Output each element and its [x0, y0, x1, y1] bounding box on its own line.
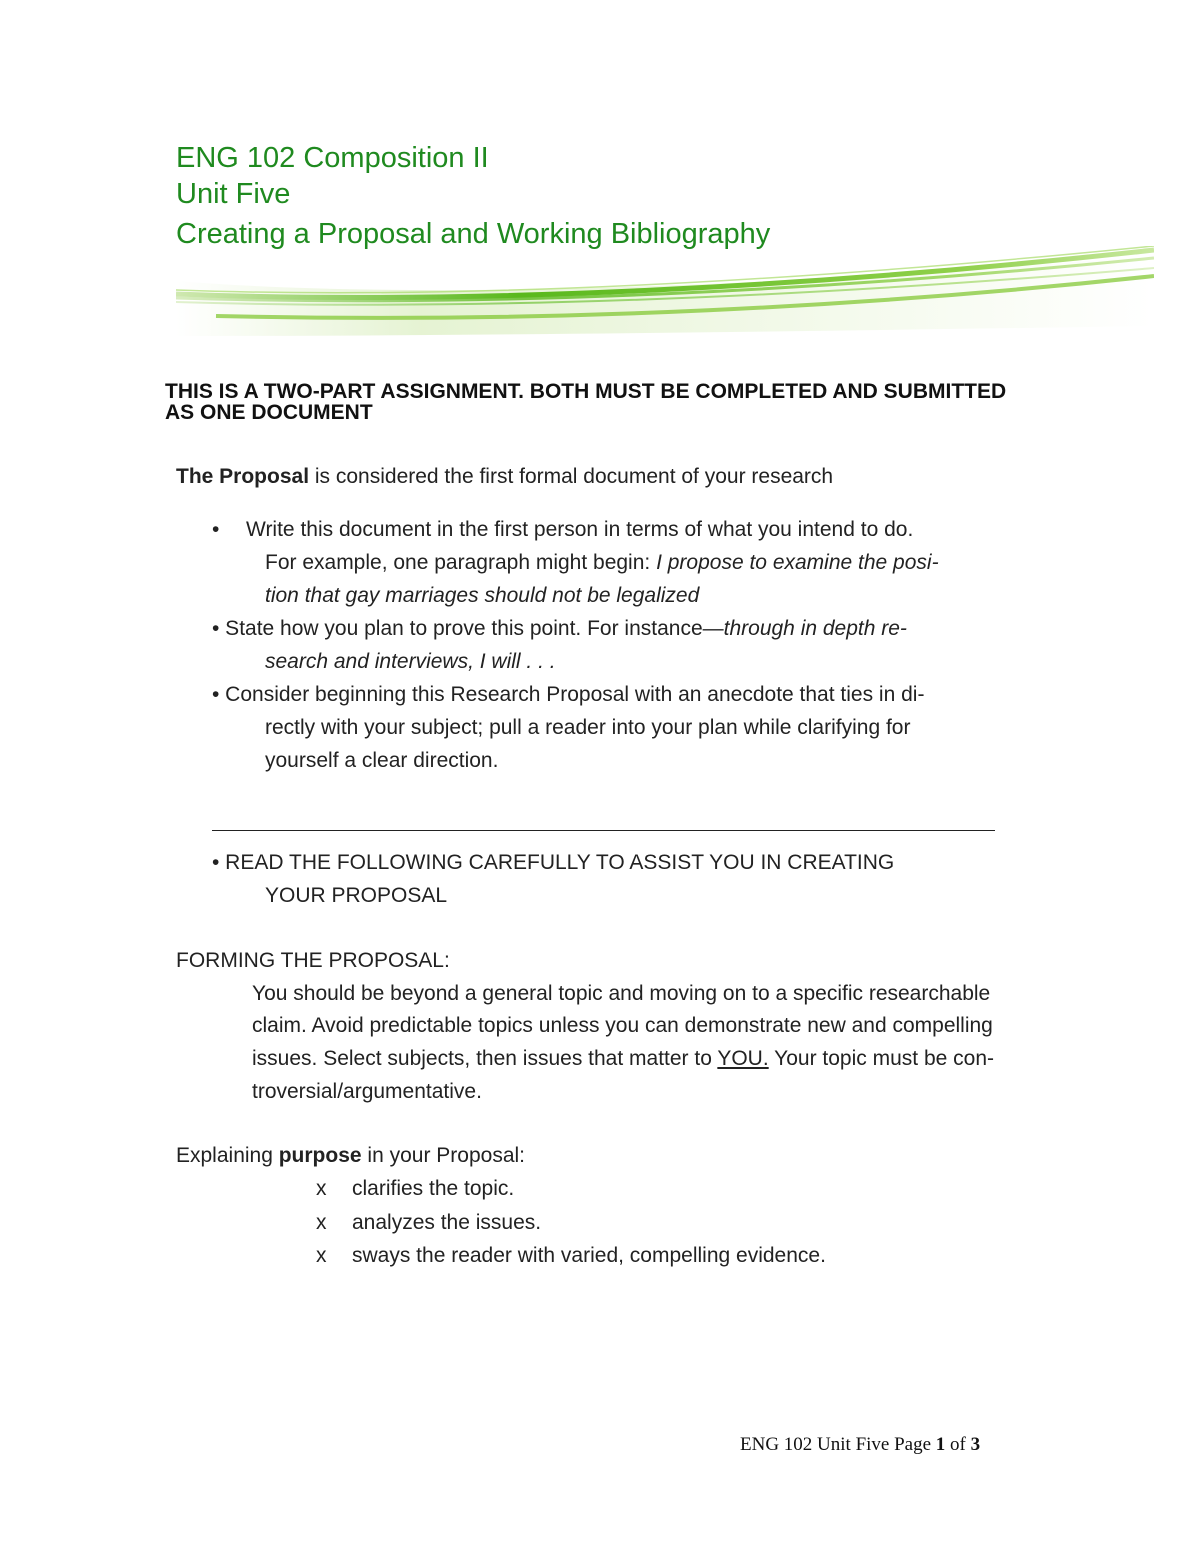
forming-line-4: troversial/argumentative.	[252, 1080, 482, 1103]
course-title: ENG 102 Composition II	[176, 142, 489, 174]
proposal-intro-rest: is considered the first formal document of your research	[309, 465, 834, 488]
forming-line-1: You should be beyond a general topic and moving on to a specific researchable	[252, 982, 991, 1005]
bullet-3-line-1: • Consider beginning this Research Proposal with an anecdote that ties in di-	[212, 683, 925, 706]
read-note-line-1: • READ THE FOLLOWING CAREFULLY TO ASSIST YOU IN CREATING	[212, 851, 895, 874]
forming-heading: FORMING THE PROPOSAL:	[176, 949, 450, 972]
bullet-1-line-1: Write this document in the first person in terms of what you intend to do.	[246, 518, 914, 541]
footer-text: ENG 102 Unit Five Page	[740, 1434, 936, 1455]
forming-line-2: claim. Avoid predictable topics unless you can demonstrate new and compelling	[252, 1014, 993, 1037]
purpose-item-marker: x	[316, 1211, 327, 1234]
footer-page-total: 3	[970, 1434, 981, 1455]
purpose-heading	[176, 1144, 525, 1168]
divider-line	[212, 830, 995, 831]
footer-of: of	[945, 1434, 971, 1455]
assignment-subtitle: Creating a Proposal and Working Bibliography	[176, 218, 771, 250]
footer-page-number: 1	[935, 1434, 946, 1455]
bullet-3-line-3: yourself a clear direction.	[265, 749, 499, 772]
purpose-item-marker: x	[316, 1244, 327, 1267]
bullet-1-line-2-plain: For example, one paragraph might begin:	[265, 551, 657, 574]
purpose-post: in your Proposal:	[361, 1144, 525, 1167]
forming-line-3-a: issues. Select subjects, then issues that matter to	[252, 1047, 718, 1070]
bullet-3-line-2: rectly with your subject; pull a reader into your plan while clarifying for	[265, 716, 911, 739]
purpose-item: analyzes the issues.	[352, 1211, 542, 1234]
unit-label: Unit Five	[176, 178, 291, 210]
proposal-intro	[176, 465, 833, 489]
page-footer	[740, 1434, 980, 1456]
green-swoosh-banner	[176, 246, 1154, 336]
bullet-2-line-1	[212, 617, 907, 641]
proposal-intro-bold: The Proposal	[176, 465, 310, 488]
notice-line-1: THIS IS A TWO-PART ASSIGNMENT. BOTH MUST BE COMPLETED AND SUBMITTED	[165, 380, 1007, 403]
purpose-item: clarifies the topic.	[352, 1177, 515, 1200]
bullet-2-line-1-italic: through in depth re-	[723, 617, 907, 640]
bullet-2-line-2: search and interviews, I will . . .	[265, 650, 556, 673]
bullet-1-line-2	[265, 551, 939, 575]
forming-line-3-b: Your topic must be con-	[768, 1047, 994, 1070]
bullet-1-line-3: tion that gay marriages should not be legalized	[265, 584, 700, 607]
bullet-1-line-2-italic: I propose to examine the posi-	[656, 551, 939, 574]
purpose-item-marker: x	[316, 1177, 327, 1200]
purpose-pre: Explaining	[176, 1144, 279, 1167]
purpose-item: sways the reader with varied, compelling evidence.	[352, 1244, 826, 1267]
purpose-bold: purpose	[278, 1144, 362, 1167]
bullet-2-line-1-plain: • State how you plan to prove this point. For instance—	[212, 617, 724, 640]
you-emphasis: YOU.	[717, 1047, 769, 1070]
forming-line-3	[252, 1047, 994, 1071]
notice-line-2: AS ONE DOCUMENT	[165, 401, 373, 424]
bullet-marker: •	[212, 518, 220, 541]
read-note-line-2: YOUR PROPOSAL	[265, 884, 448, 907]
